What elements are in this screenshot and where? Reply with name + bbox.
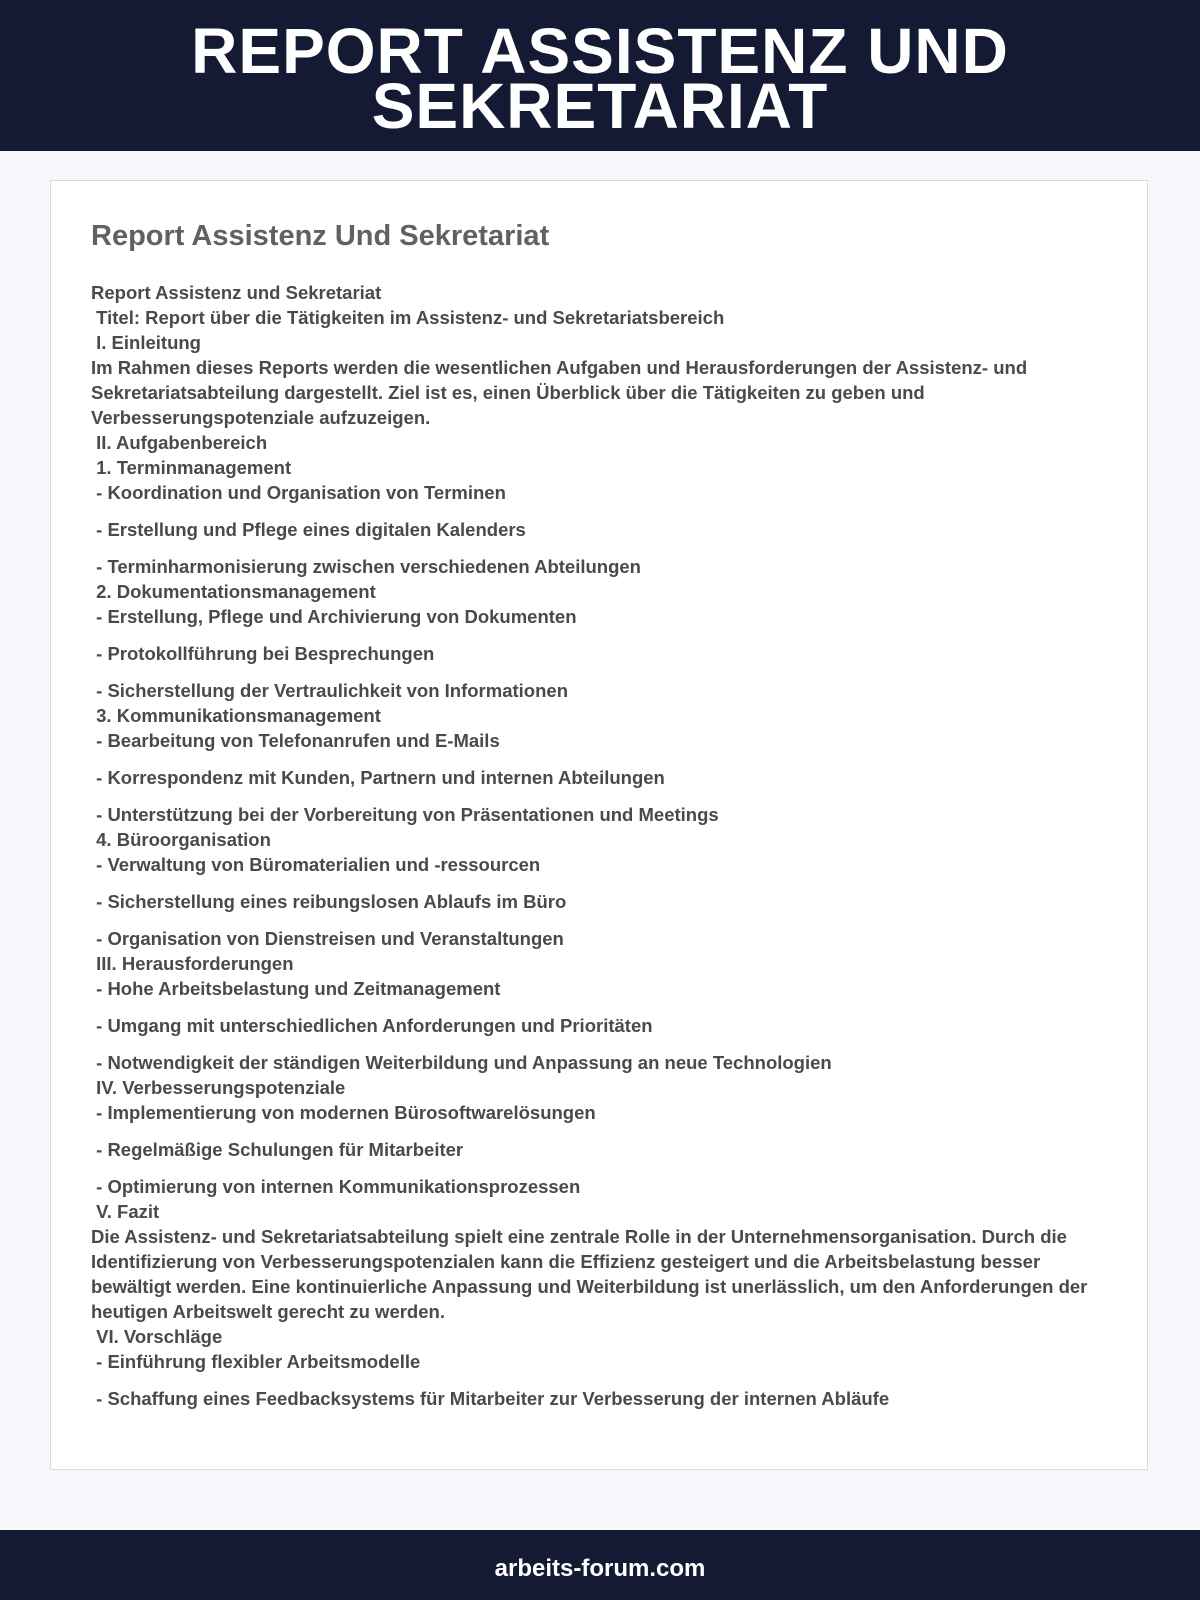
document-line: - Sicherstellung eines reibungslosen Ablaufs im Büro	[91, 891, 567, 912]
document-line: 2. Dokumentationsmanagement	[91, 581, 376, 602]
document-line: - Optimierung von internen Kommunikationsprozessen	[91, 1176, 581, 1197]
document-card	[50, 180, 1148, 1470]
document-line: - Sicherstellung der Vertraulichkeit von Informationen	[91, 680, 568, 701]
document-line: - Umgang mit unterschiedlichen Anforderungen und Prioritäten	[91, 1015, 653, 1036]
document-line: - Erstellung, Pflege und Archivierung von Dokumenten	[91, 606, 577, 627]
document-line: Titel: Report über die Tätigkeiten im Assistenz- und Sekretariatsbereich	[91, 307, 725, 328]
document-line: I. Einleitung	[91, 332, 201, 353]
document-line: - Koordination und Organisation von Terminen	[91, 482, 506, 503]
document-line: - Notwendigkeit der ständigen Weiterbildung und Anpassung an neue Technologien	[91, 1052, 832, 1073]
document-line: - Protokollführung bei Besprechungen	[91, 643, 435, 664]
document-line: III. Herausforderungen	[91, 953, 294, 974]
document-line: 4. Büroorganisation	[91, 829, 271, 850]
document-line: 1. Terminmanagement	[91, 457, 292, 478]
document-line: - Hohe Arbeitsbelastung und Zeitmanagement	[91, 978, 501, 999]
footer	[0, 1530, 1200, 1600]
banner-title: REPORT ASSISTENZ UND SEKRETARIAT	[191, 14, 1009, 142]
document-line: - Erstellung und Pflege eines digitalen Kalenders	[91, 519, 526, 540]
document-line: - Schaffung eines Feedbacksystems für Mitarbeiter zur Verbesserung der internen Abläufe	[91, 1388, 890, 1409]
document-line: - Korrespondenz mit Kunden, Partnern und internen Abteilungen	[91, 767, 665, 788]
document-line: - Einführung flexibler Arbeitsmodelle	[91, 1351, 421, 1372]
document-line: V. Fazit	[91, 1201, 160, 1222]
document-line: 3. Kommunikationsmanagement	[91, 705, 381, 726]
document-line: VI. Vorschläge	[91, 1326, 223, 1347]
document-line: - Unterstützung bei der Vorbereitung von Präsentationen und Meetings	[91, 804, 719, 825]
document-line: - Organisation von Dienstreisen und Veranstaltungen	[91, 928, 564, 949]
document-body	[91, 280, 1111, 1411]
document-line: - Terminharmonisierung zwischen verschiedenen Abteilungen	[91, 556, 641, 577]
document-line: - Regelmäßige Schulungen für Mitarbeiter	[91, 1139, 464, 1160]
document-line: - Verwaltung von Büromaterialien und -ressourcen	[91, 854, 541, 875]
document-line: - Bearbeitung von Telefonanrufen und E-Mails	[91, 730, 500, 751]
document-line: IV. Verbesserungspotenziale	[91, 1077, 346, 1098]
document-heading: Report Assistenz Und Sekretariat	[91, 220, 550, 252]
document-line: Die Assistenz- und Sekretariatsabteilung spielt eine zentrale Rolle in der Unternehmensorganisation. Durch die Identifizierung von Verbesserungspotenzialen kann die Effizienz gesteigert und die Arbeitsbelastung besser bewältigt werden. Eine kontinuierliche Anpassung und Weiterbildung ist unerlässlich, um den Anforderungen der heutigen Arbeitswelt gerecht zu werden.	[91, 1226, 1093, 1322]
document-line: - Implementierung von modernen Bürosoftwarelösungen	[91, 1102, 596, 1123]
footer-site-link[interactable]: arbeits-forum.com	[494, 1555, 706, 1582]
top-banner	[0, 0, 1200, 151]
document-line: II. Aufgabenbereich	[91, 432, 268, 453]
document-line: Report Assistenz und Sekretariat	[91, 282, 382, 303]
document-line: Im Rahmen dieses Reports werden die wesentlichen Aufgaben und Herausforderungen der Assistenz- und Sekretariatsabteilung dargestellt. Ziel ist es, einen Überblick über die Tätigkeiten zu geben und Verbesserungspotenziale aufzuzeigen.	[91, 357, 1033, 428]
